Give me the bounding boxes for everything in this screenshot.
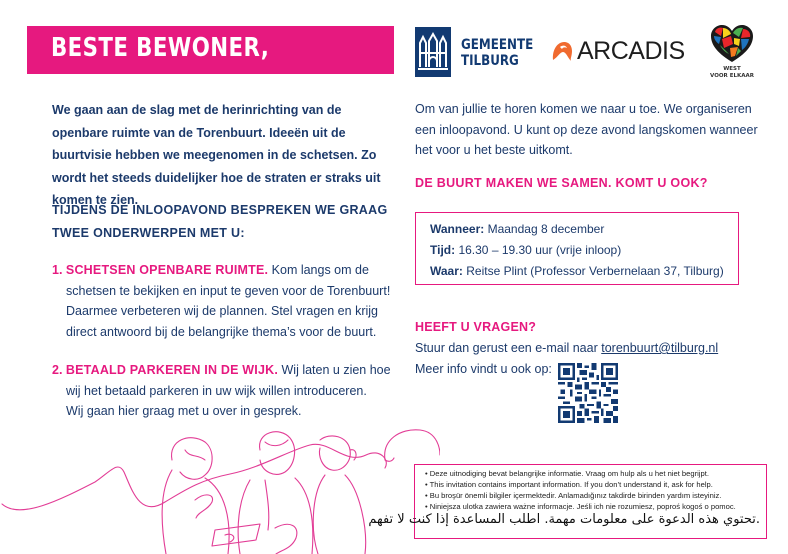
topic-text-line: wij het betaald parkeren in uw wijk willen introduceren. — [66, 383, 367, 398]
email-prompt: Stuur dan gerust een e-mail naar — [415, 341, 598, 355]
title-banner — [27, 26, 394, 74]
event-when — [430, 219, 738, 240]
intro-paragraph: We gaan aan de slag met de herinrichting van de openbare ruimte van de Torenbuurt. Ideeën uit de buurtvisie hebben we meegenomen in de schetsen. Zo wordt het steeds duidelijker hoe de straten er straks uit komen te zien. — [52, 103, 381, 207]
topic-item — [52, 360, 397, 422]
time-label: Tijd: — [430, 243, 456, 257]
where-label: Waar: — [430, 264, 463, 278]
notice-english: • This invitation contains important information. If you don’t understand it, ask for help. — [425, 480, 713, 489]
more-info-text: Meer info vindt u ook op: — [415, 362, 552, 376]
topic-item — [52, 260, 397, 342]
topic-text-line: schetsen te bekijken en input te geven voor de Torenbuurt! — [66, 283, 391, 298]
people-line-art-illustration — [0, 420, 440, 554]
email-link[interactable]: torenbuurt@tilburg.nl — [601, 341, 719, 355]
page-title: BESTE BEWONER, — [51, 33, 270, 63]
arcadis-swirl-icon — [551, 40, 573, 62]
when-value: Maandag 8 december — [487, 222, 605, 236]
topic-number: 1. — [52, 263, 63, 277]
event-time — [430, 240, 738, 261]
logo-line-1: WEST — [723, 66, 741, 72]
topic-title: BETAALD PARKEREN IN DE WIJK. — [65, 363, 279, 377]
castle-towers-icon — [415, 27, 451, 77]
topic-text-line: Wij gaan hier graag met u over in gesprek. — [66, 404, 302, 418]
topic-text-line: Daarmee verbeteren wij de plannen. Stel vragen en krijg — [66, 304, 378, 318]
topic-text: Wij laten u zien hoe — [281, 363, 391, 377]
where-value: Reitse Plint (Professor Verbernelaan 37, Tilburg) — [466, 264, 724, 278]
notice-turkish: • Bu broşür önemli bilgiler içermektedir. Anlamadığınız takdirde birinden yardım isteyiniz. — [425, 491, 722, 500]
west-voor-elkaar-logo — [707, 24, 757, 84]
multilingual-notice-box — [368, 464, 767, 539]
questions-heading: HEEFT U VRAGEN? — [415, 320, 537, 334]
mosaic-heart-icon — [709, 24, 755, 64]
logo-line-1: GEMEENTE — [461, 37, 534, 53]
email-line — [415, 339, 718, 357]
arcadis-logo-text: ARCADIS — [577, 37, 685, 65]
topic-title: SCHETSEN OPENBARE RUIMTE. — [65, 263, 269, 277]
logo-line-2: VOOR ELKAAR — [710, 73, 754, 79]
gemeente-tilburg-logo — [415, 27, 535, 77]
topic-text: Kom langs om de — [271, 263, 369, 277]
together-heading: DE BUURT MAKEN WE SAMEN. KOMT U OOK? — [415, 176, 708, 190]
time-value: 16.30 – 19.30 uur (vrije inloop) — [458, 243, 622, 257]
tilburg-logo-text — [461, 37, 533, 69]
notice-polish: • Niniejsza ulotka zawiera ważne informacje. Jeśli ich nie rozumiesz, poproś kogoś o pomoc. — [425, 502, 736, 511]
logo-line-2: TILBURG — [461, 53, 519, 69]
event-details-box — [415, 212, 739, 285]
invitation-paragraph: Om van jullie te horen komen we naar u toe. We organiseren een inloopavond. U kunt op deze avond langskomen wanneer het voor u het beste uitkomt. — [415, 102, 758, 157]
notice-dutch: • Deze uitnodiging bevat belangrijke informatie. Vraag om hulp als u het niet begrijpt. — [425, 469, 709, 478]
event-where — [430, 261, 738, 282]
when-label: Wanneer: — [430, 222, 485, 236]
topic-text-line: direct antwoord bij de belangrijke thema’s voor de buurt. — [66, 324, 377, 339]
notice-arabic: .تحتوي هذه الدعوة على معلومات مهمة. اطلب المساعدة إذا كنت لا تفهم — [368, 512, 760, 527]
topic-number: 2. — [52, 363, 63, 377]
west-logo-text — [701, 66, 763, 80]
topics-heading: TIJDENS DE INLOOPAVOND BESPREKEN WE GRAAG TWEE ONDERWERPEN MET U: — [52, 203, 388, 240]
qr-code-icon[interactable] — [558, 363, 618, 423]
